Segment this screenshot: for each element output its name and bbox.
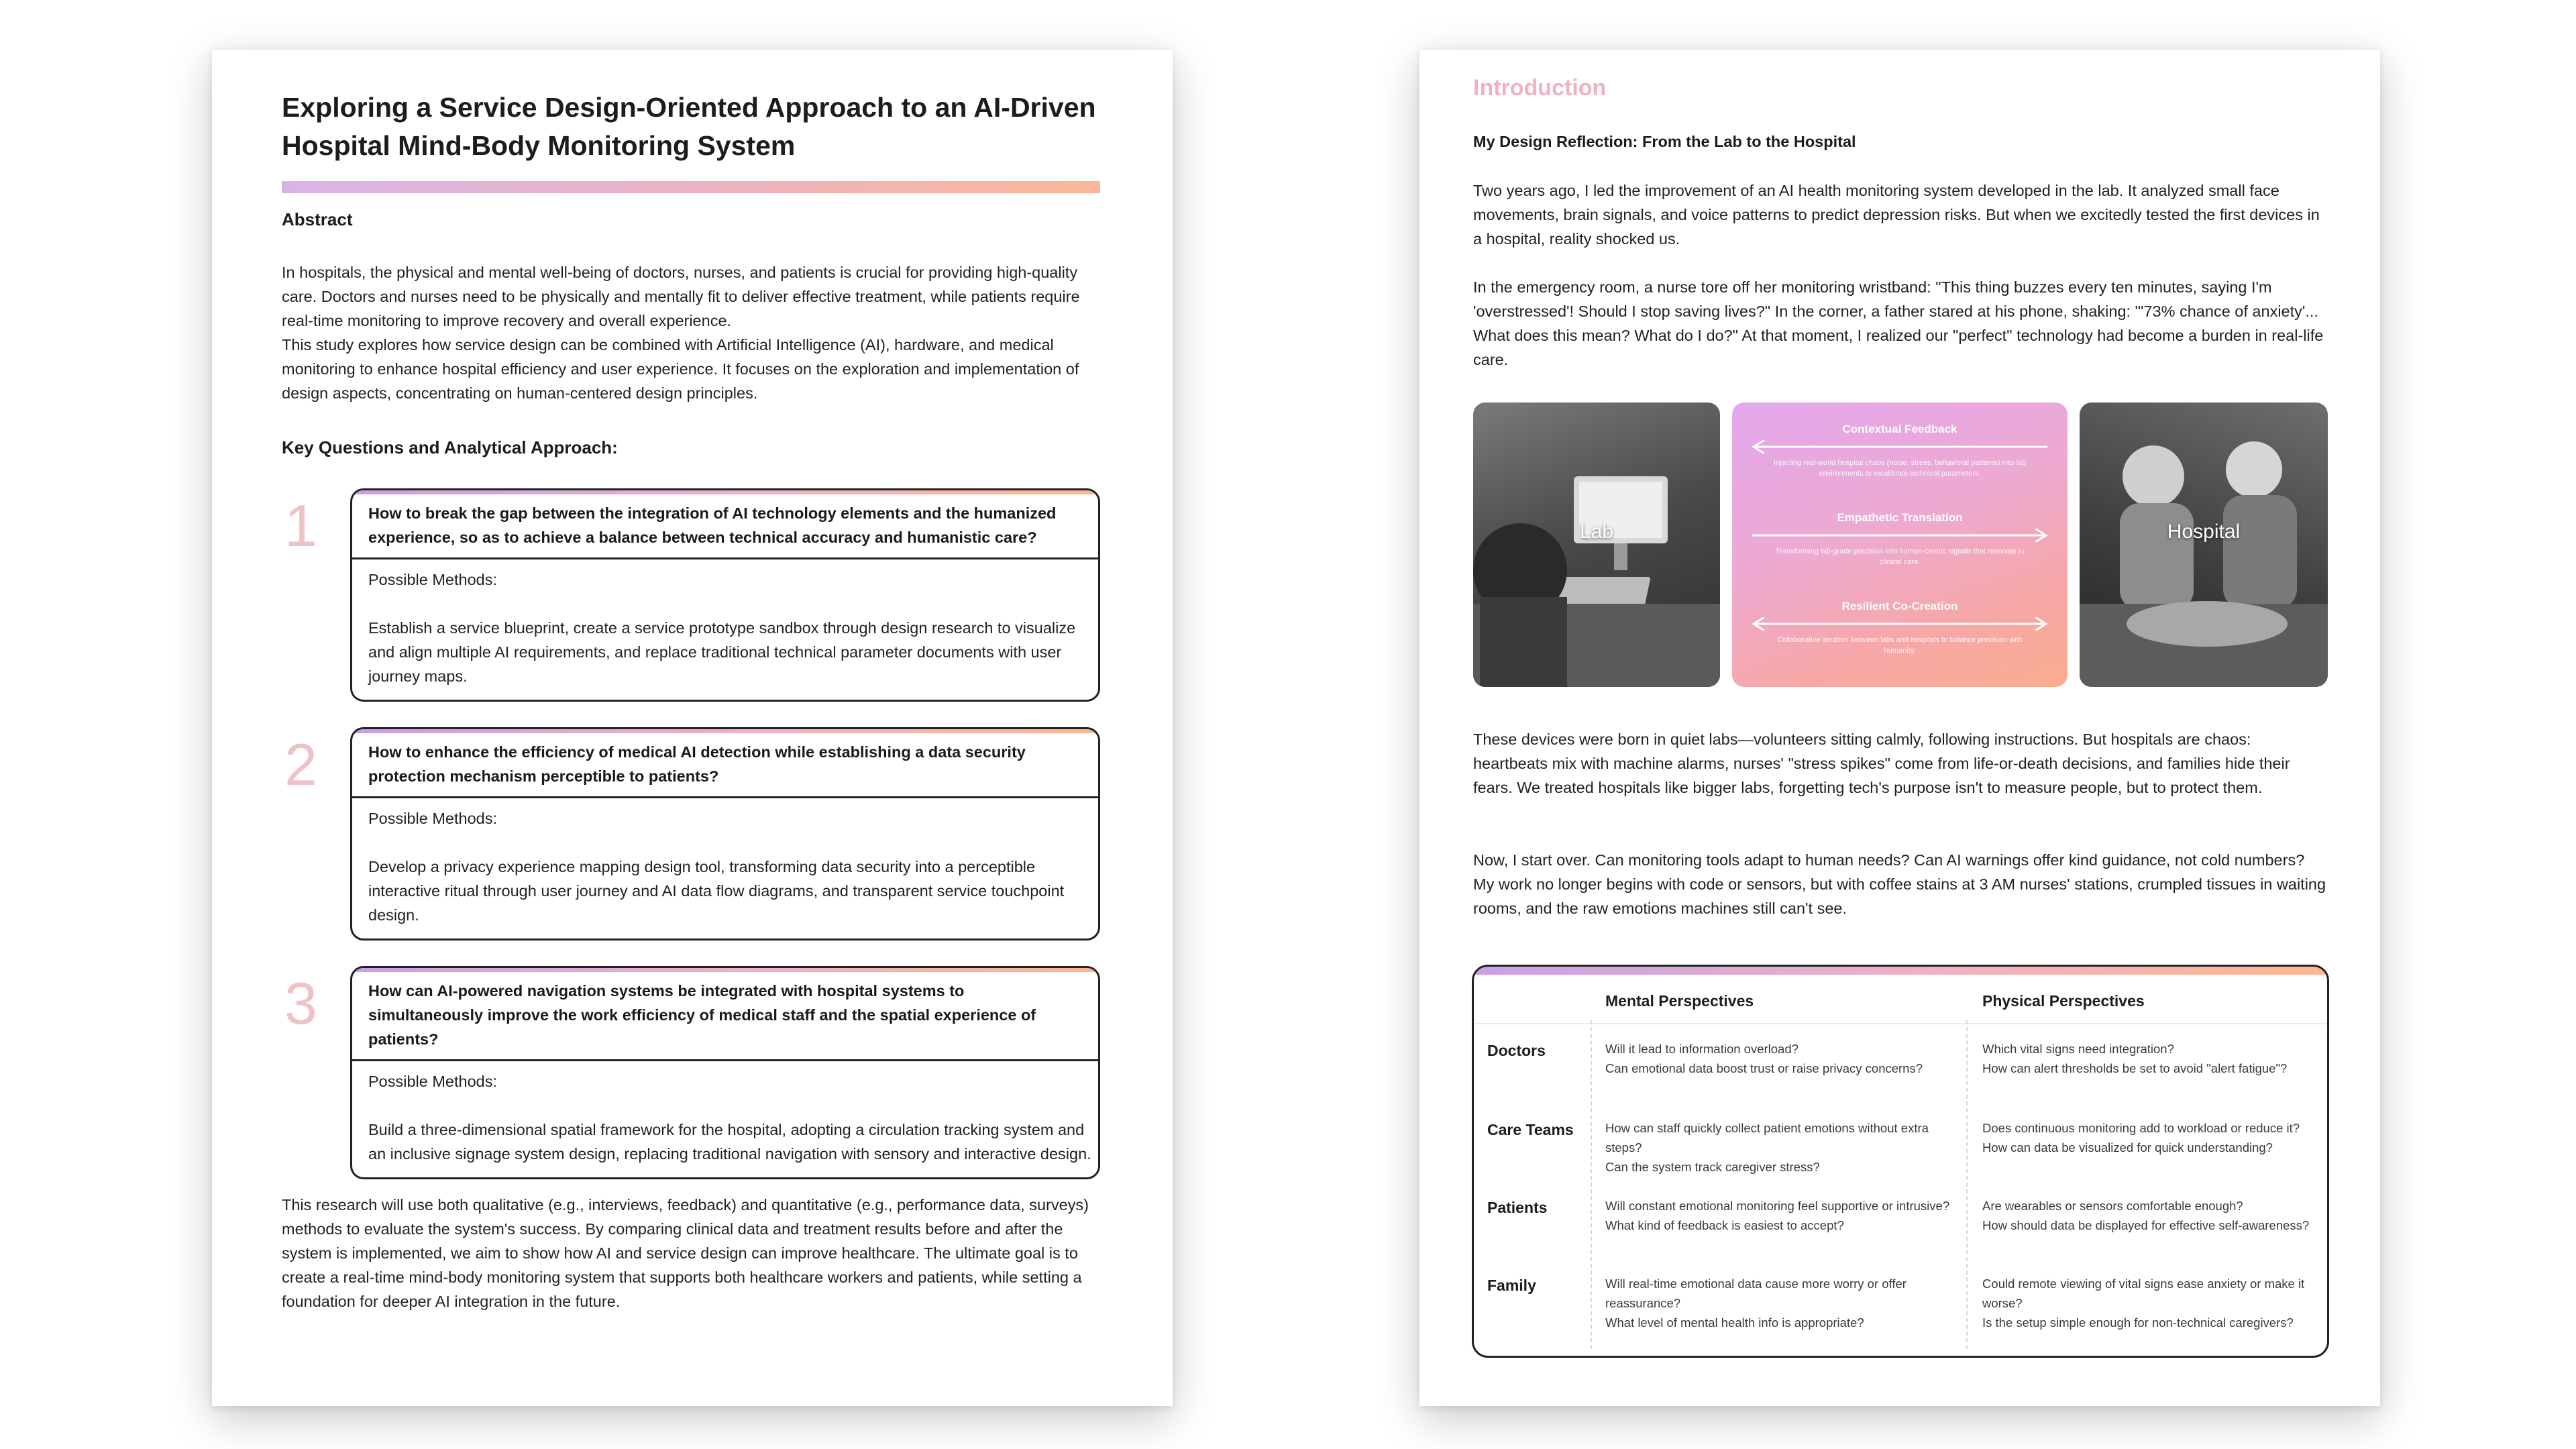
cell-line: Will it lead to information overload? — [1605, 1042, 1799, 1056]
cell-line: How should data be displayed for effective self-awareness? — [1982, 1218, 2310, 1232]
question-methods — [352, 1061, 1098, 1175]
cell-doctors-mental — [1605, 1039, 1954, 1078]
question-text: How to break the gap between the integration of AI technology elements and the humanized experience, so as to achieve a balance between technical accuracy and humanistic care? — [352, 490, 1098, 559]
intro-paragraph-3: These devices were born in quiet labs—volunteers sitting calmly, following instructions. But hospitals are chaos: heartbeats mix with machine alarms, nurses' "stress spikes" come from life-or-death decisions, and families hide their fears. We treated hospitals like bigger labs, forgetting tech's purpose isn't to measure people, but to protect them. — [1473, 731, 2290, 796]
cell-line: Does continuous monitoring add to workload or reduce it? — [1982, 1121, 2300, 1135]
methods-text: Develop a privacy experience mapping design tool, transforming data security into a perceptible interactive ritual through user journey and AI data flow diagrams, and transparent service touchpoint design. — [368, 858, 1065, 924]
flow-empathetic-translation — [1746, 511, 2054, 568]
lab-photo — [1473, 402, 1720, 687]
cell-line: Which vital signs need integration? — [1982, 1042, 2174, 1056]
flow-title: Contextual Feedback — [1842, 423, 1957, 435]
title-gradient-bar — [282, 181, 1100, 193]
perspectives-table — [1472, 965, 2329, 1358]
cell-line: Are wearables or sensors comfortable enough? — [1982, 1199, 2243, 1213]
cell-line: Is the setup simple enough for non-technical caregivers? — [1982, 1316, 2294, 1330]
flow-title: Empathetic Translation — [1837, 511, 1963, 524]
methods-text: Establish a service blueprint, create a service prototype sandbox through design research to visualize and align multiple AI requirements, and replace traditional technical parameter documents with user journey maps. — [368, 619, 1076, 685]
document-title: Exploring a Service Design-Oriented Approach to an AI-Driven Hospital Mind-Body Monitoring System — [282, 92, 1096, 161]
hospital-label: Hospital — [2167, 521, 2241, 543]
cell-line: What kind of feedback is easiest to accept? — [1605, 1218, 1844, 1232]
right-document-page — [1419, 50, 2380, 1406]
question-number: 1 — [284, 492, 317, 559]
arrow-both-icon — [1746, 617, 2054, 631]
cell-patients-physical — [1982, 1196, 2324, 1235]
cell-line: Will real-time emotional data cause more worry or offer reassurance? — [1605, 1277, 1907, 1310]
flow-title: Resilient Co-Creation — [1841, 600, 1958, 612]
flow-resilient-co-creation — [1746, 600, 2054, 656]
question-text: How to enhance the efficiency of medical AI detection while establishing a data security protection mechanism perceptible to patients? — [352, 729, 1098, 798]
intro-paragraph-4: Now, I start over. Can monitoring tools adapt to human needs? Can AI warnings offer kind guidance, not cold numbers? My work no longer begins with code or sensors, but with coffee stains at 3 AM nurses' stations, crumpled tissues in waiting rooms, and the raw emotions machines still can't see. — [1473, 851, 2326, 917]
abstract-paragraph-1: In hospitals, the physical and mental well-being of doctors, nurses, and patients is crucial for providing high-quality care. Doctors and nurses need to be physically and mentally fit to deliver effective treatment, while patients require real-time monitoring to improve recovery and overall experience. — [282, 264, 1080, 329]
column-header-mental: Mental Perspectives — [1605, 992, 1754, 1010]
question-card — [350, 966, 1100, 1179]
cell-line: Can emotional data boost trust or raise privacy concerns? — [1605, 1061, 1923, 1075]
methods-label: Possible Methods: — [368, 1073, 498, 1090]
question-text: How can AI-powered navigation systems be integrated with hospital systems to simultaneously improve the work efficiency of medical staff and the spatial experience of patients? — [352, 968, 1098, 1061]
column-divider — [1966, 1020, 1968, 1349]
abstract-heading: Abstract — [282, 209, 353, 229]
cell-line: How can data be visualized for quick understanding? — [1982, 1140, 2273, 1155]
cell-line: Can the system track caregiver stress? — [1605, 1160, 1820, 1174]
column-divider — [1591, 1020, 1592, 1349]
cell-line: Could remote viewing of vital signs ease anxiety or make it worse? — [1982, 1277, 2305, 1310]
arrow-left-icon — [1746, 440, 2054, 453]
row-label-patients: Patients — [1487, 1199, 1548, 1216]
hospital-photo-illustration — [2080, 402, 2328, 687]
methods-label: Possible Methods: — [368, 810, 498, 827]
introduction-title: Introduction — [1473, 75, 1607, 101]
column-header-physical: Physical Perspectives — [1982, 992, 2145, 1010]
flow-description: Injecting real-world hospital chaos (noise, stress, behavioral patterns) into lab environments to recalibrate technical parameters. — [1773, 459, 2027, 478]
cell-care-teams-mental — [1605, 1118, 1954, 1177]
hospital-photo — [2080, 402, 2328, 687]
abstract-paragraph-2: This study explores how service design can be combined with Artificial Intelligence (AI), hardware, and medical monitoring to enhance hospital efficiency and user experience. It focuses on the exploration and implementation of design aspects, concentrating on human-centered design principles. — [282, 336, 1079, 402]
question-number: 3 — [284, 970, 317, 1036]
lab-hospital-flow-diagram — [1732, 402, 2068, 687]
cell-doctors-physical — [1982, 1039, 2324, 1078]
methods-label: Possible Methods: — [368, 571, 498, 588]
conclusion-paragraph: This research will use both qualitative (e.g., interviews, feedback) and quantitative (e.g., performance data, surveys) methods to evaluate the system's success. By comparing clinical data and treatment results before and after the system is implemented, we aim to show how AI and service design can improve healthcare. The ultimate goal is to create a real-time mind-body monitoring system that supports both healthcare workers and patients, while setting a foundation for deeper AI integration in the future. — [282, 1196, 1089, 1310]
cell-line: Will constant emotional monitoring feel supportive or intrusive? — [1605, 1199, 1950, 1213]
left-document-page — [212, 50, 1173, 1406]
question-methods — [352, 798, 1098, 936]
header-divider — [1474, 1023, 2327, 1024]
cell-care-teams-physical — [1982, 1118, 2324, 1157]
intro-paragraph-1: Two years ago, I led the improvement of an AI health monitoring system developed in the lab. It analyzed small face movements, brain signals, and voice patterns to predict depression risks. But when we excitedly tested the first devices in a hospital, reality shocked us. — [1473, 182, 2320, 248]
cell-family-physical — [1982, 1274, 2324, 1332]
lab-photo-illustration — [1473, 402, 1720, 687]
question-number: 2 — [284, 731, 317, 798]
abstract-text — [282, 260, 1107, 405]
flow-contextual-feedback — [1746, 423, 2054, 479]
cell-line: What level of mental health info is appropriate? — [1605, 1316, 1864, 1330]
cell-patients-mental — [1605, 1196, 1954, 1235]
row-label-doctors: Doctors — [1487, 1042, 1546, 1059]
row-label-family: Family — [1487, 1277, 1536, 1294]
question-card — [350, 727, 1100, 941]
question-card — [350, 488, 1100, 702]
reflection-subheading: My Design Reflection: From the Lab to the Hospital — [1473, 133, 1856, 150]
methods-text: Build a three-dimensional spatial framework for the hospital, adopting a circulation tracking system and an inclusive signage system design, replacing traditional navigation with sensory and interactive design. — [368, 1121, 1091, 1163]
intro-paragraph-2: In the emergency room, a nurse tore off her monitoring wristband: "This thing buzzes every ten minutes, saying I'm 'overstressed'! Should I stop saving lives?" In the corner, a father stared at his phone, shaking: "'73% chance of anxiety'... What does this mean? What do I do?" At that moment, I realized our "perfect" technology had become a burden in real-life care. — [1473, 278, 2324, 368]
arrow-right-icon — [1746, 529, 2054, 542]
key-questions-heading: Key Questions and Analytical Approach: — [282, 437, 618, 458]
question-methods — [352, 559, 1098, 698]
cell-line: How can staff quickly collect patient emotions without extra steps? — [1605, 1121, 1929, 1155]
flow-description: Transforming lab-grade precision into human-centric signals that resonate in clinical care. — [1775, 547, 2025, 566]
lab-label: Lab — [1579, 521, 1614, 543]
row-label-care-teams: Care Teams — [1487, 1121, 1574, 1138]
flow-description: Collaborative iteration between labs and hospitals to balance precision with humanity. — [1777, 636, 2023, 655]
cell-line: How can alert thresholds be set to avoid "alert fatigue"? — [1982, 1061, 2288, 1075]
cell-family-mental — [1605, 1274, 1954, 1332]
